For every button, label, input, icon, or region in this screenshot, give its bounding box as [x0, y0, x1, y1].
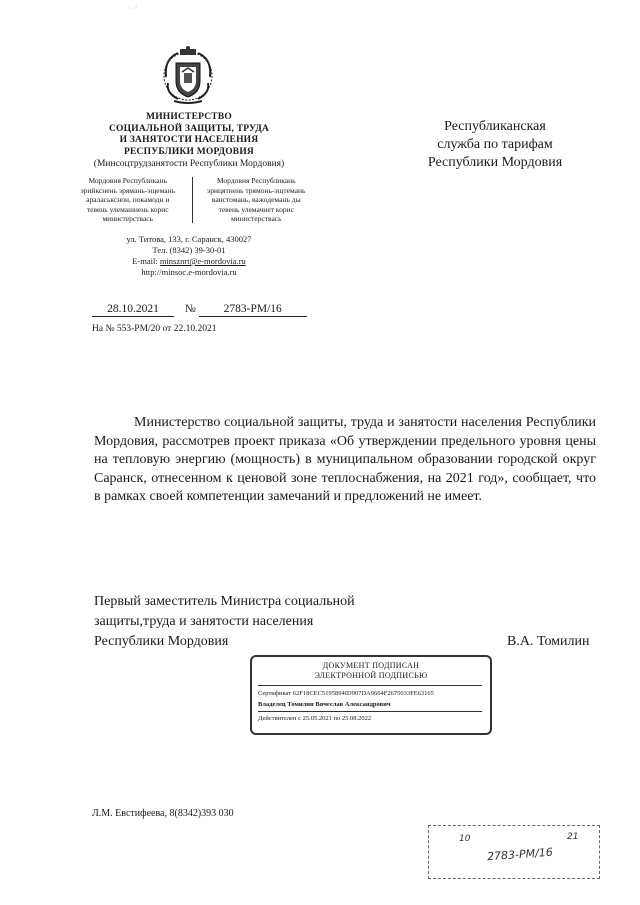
- ministry-short-name: (Минсоцтрудзанятости Республики Мордовия): [93, 159, 285, 169]
- position-line: Республики Мордовия: [94, 634, 229, 649]
- position-line: Первый заместитель Министра социальной: [94, 594, 355, 609]
- stamp-divider: [258, 711, 482, 712]
- native-line: Мордовия Республикань: [88, 176, 168, 185]
- native-line: тевень улемачиет корис: [218, 204, 294, 214]
- incoming-number: 2783-РМ/16: [486, 845, 554, 864]
- stamp-owner: Владелец Томилин Вячеслав Александрович: [258, 701, 391, 708]
- website-link[interactable]: http://minsoc.e-mordovia.ru: [141, 267, 237, 277]
- addressee-line: служба по тарифам: [437, 137, 553, 152]
- native-line: тевень улемашнень корис: [86, 204, 169, 214]
- number-sign: №: [184, 303, 196, 315]
- native-line: ванстомань, важодемань ды: [211, 195, 301, 204]
- signatory-name: В.А. Томилин: [507, 634, 590, 649]
- native-line: эрийкснень эрямань-эщемань: [80, 185, 176, 195]
- ministry-email-row: [60, 256, 318, 267]
- coat-of-arms-icon: [160, 45, 216, 105]
- email-link[interactable]: minsznrt@e-mordovia.ru: [159, 256, 246, 266]
- incoming-year: 21: [567, 832, 579, 842]
- ministry-line: СОЦИАЛЬНОЙ ЗАЩИТЫ, ТРУДА: [108, 123, 269, 134]
- document-date: 28.10.2021: [92, 302, 174, 317]
- executor-contact: Л.М. Евстифеева, 8(8342)393 030: [92, 808, 234, 819]
- addressee-line: Республики Мордовия: [427, 155, 563, 170]
- email-label: E-mail:: [132, 256, 158, 266]
- stamp-title-line: ДОКУМЕНТ ПОДПИСАН: [322, 661, 420, 670]
- native-name-left: [64, 176, 192, 224]
- document-number: 2783-РМ/16: [199, 302, 307, 317]
- ministry-line: РЕСПУБЛИКИ МОРДОВИЯ: [124, 146, 254, 157]
- letter-body: Министерство социальной защиты, труда и занятости населения Республики Мордовия, рассмотрев проект приказа «Об утверждении предельного уровня цены на тепловую энергию (мощность) в муниципальном образовании городской округ Саранск, отнесенном к ценовой зоне теплоснабжения, на 2021 год», сообщает, что в рамках своей компетенции замечаний и предложений не имеет.: [94, 415, 596, 504]
- ministry-line: МИНИСТЕРСТВО: [146, 112, 232, 122]
- stamp-validity: Действителен с 25.05.2021 по 25.08.2022: [258, 715, 372, 722]
- native-line: министерствась: [230, 214, 282, 223]
- signatory-position: [94, 592, 355, 652]
- reference-number: На № 553-РМ/20 от 22.10.2021: [92, 324, 217, 334]
- ministry-name: [60, 112, 318, 170]
- addressee: [400, 118, 590, 172]
- ministry-line: И ЗАНЯТОСТИ НАСЕЛЕНИЯ: [119, 135, 259, 145]
- ministry-phone: Тел. (8342) 39-30-01: [152, 245, 226, 255]
- position-line: защиты,труда и занятости населения: [94, 614, 314, 629]
- incoming-day: 10: [459, 834, 471, 844]
- ministry-address: ул. Титова, 133, г. Саранск, 430027: [126, 234, 252, 244]
- native-line: Мордовия Республикань: [216, 176, 296, 185]
- electronic-signature-stamp: [250, 655, 492, 735]
- native-line: эрицятнень трямонь-эщтемань: [207, 185, 306, 195]
- native-language-names: [64, 176, 320, 224]
- ministry-contacts: [60, 234, 318, 278]
- incoming-registration-stamp: [428, 825, 600, 879]
- scan-artifact: · ·': [128, 4, 137, 13]
- stamp-certificate: Сертификат 62F18CEC5195894ID907DA9664F2675033FE63165: [258, 690, 434, 697]
- stamp-title-line: ЭЛЕКТРОННОЙ ПОДПИСЬЮ: [314, 671, 428, 680]
- native-name-right: [193, 176, 321, 224]
- stamp-title: [252, 661, 490, 681]
- native-line: министерствась: [102, 214, 154, 223]
- native-line: араласькснон, покамодн и: [86, 195, 170, 204]
- stamp-divider: [258, 685, 482, 686]
- addressee-line: Республиканская: [444, 119, 546, 134]
- registration-line: [92, 302, 307, 317]
